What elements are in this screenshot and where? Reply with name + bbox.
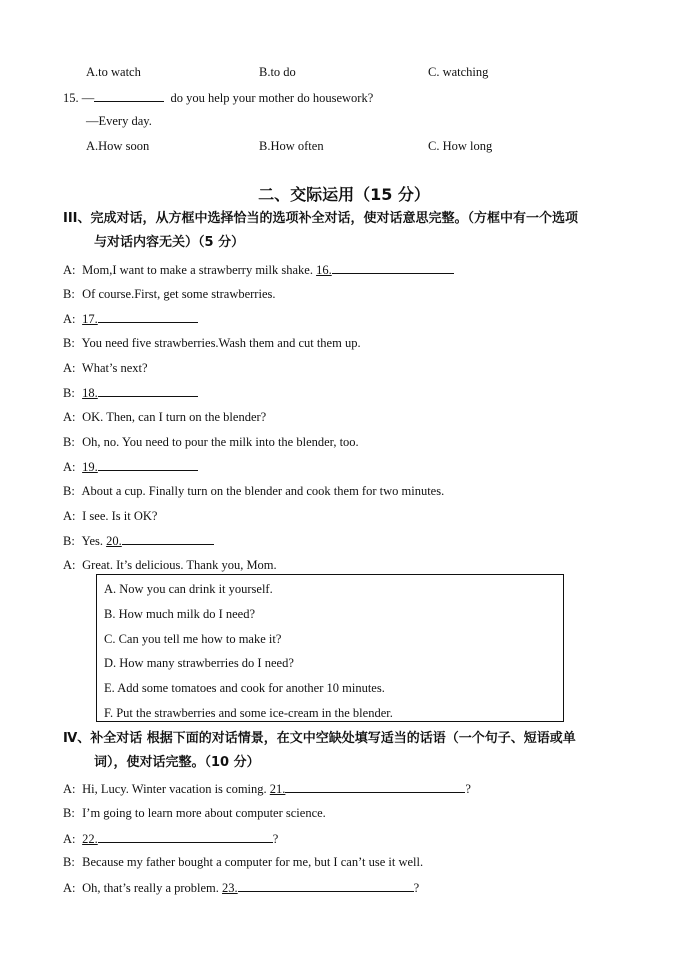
dialogue-text: About a cup. Finally turn on the blender and cook them for two minutes. [81,484,445,498]
q14-option-c: C. watching [428,65,489,79]
dialogue-line [63,557,277,573]
section-title: 二、交际运用（15 分） [258,185,430,204]
options-box [96,574,564,722]
dialogue-line [63,854,423,870]
speaker-label: A: [63,832,76,846]
blank-number: 16. [316,263,332,277]
answer-blank-18[interactable] [98,384,198,397]
q14-option-a: A.to watch [86,65,141,79]
option-a: A. Now you can drink it yourself. [104,582,273,596]
dialogue-text: Hi, Lucy. Winter vacation is coming. [82,782,270,796]
q15-option-b: B.How often [259,139,324,153]
dialogue-line [63,261,454,278]
dialogue-text: I’m going to learn more about computer science. [82,806,326,820]
answer-blank-17[interactable] [98,310,198,323]
dialogue-line [63,780,471,797]
dialogue-text: Of course.First, get some strawberries. [82,287,276,301]
dialogue-text: I see. Is it OK? [82,509,158,523]
speaker-label: B: [63,806,75,820]
speaker-label: B: [63,287,75,301]
speaker-label: B: [63,484,75,498]
answer-blank-19[interactable] [98,458,198,471]
end-mark: ? [272,832,279,846]
dialogue-line [63,310,198,327]
q15-answer: —Every day. [86,114,152,128]
speaker-label: A: [63,263,76,277]
blank-number: 17. [82,312,98,326]
speaker-label: A: [63,509,76,523]
dialogue-line [63,384,198,401]
dialogue-line [63,879,419,896]
answer-blank-23[interactable] [238,879,414,892]
blank-number: 23. [222,881,238,895]
end-mark: ? [413,881,420,895]
option-f: F. Put the strawberries and some ice-cream in the blender. [104,706,393,720]
dialogue-line [63,434,359,450]
option-e: E. Add some tomatoes and cook for another 10 minutes. [104,681,385,695]
speaker-label: A: [63,782,76,796]
q15-question [63,89,373,106]
speaker-label: B: [63,386,75,400]
speaker-label: A: [63,460,76,474]
part4-title-line2: 词），使对话完整。（10 分） [94,755,260,770]
q15-option-a: A.How soon [86,139,150,153]
blank-number: 22. [82,832,98,846]
dialogue-text: Great. It’s delicious. Thank you, Mom. [82,558,277,572]
dialogue-line [63,483,444,499]
dialogue-line [63,409,266,425]
end-mark: ? [465,782,471,796]
q15-number: 15. [63,91,79,105]
answer-blank-21[interactable] [285,780,465,793]
dialogue-line [63,532,214,549]
dialogue-text: You need five strawberries.Wash them and cut them up. [81,336,361,350]
blank-number: 20. [106,534,122,548]
option-d: D. How many strawberries do I need? [104,656,294,670]
speaker-label: A: [63,881,76,895]
blank-number: 19. [82,460,98,474]
dialogue-text: What’s next? [81,361,148,375]
answer-blank-22[interactable] [98,830,273,843]
q14-option-b: B.to do [259,65,296,79]
q15-text: do you help your mother do housework? [170,91,374,105]
dialogue-line [63,508,157,524]
dialogue-line [63,830,278,847]
answer-blank-20[interactable] [122,532,214,545]
part3-title-line1: III、完成对话，从方框中选择恰当的选项补全对话，使对话意思完整。（方框中有一个选项 [63,211,579,226]
dialogue-text: Mom,I want to make a strawberry milk shake. [82,263,317,277]
dialogue-text: Because my father bought a computer for me, but I can’t use it well. [82,855,424,869]
speaker-label: A: [63,410,76,424]
speaker-label: B: [63,855,75,869]
dialogue-text: Yes. [81,534,107,548]
option-c: C. Can you tell me how to make it? [104,632,282,646]
dialogue-text: OK. Then, can I turn on the blender? [82,410,267,424]
speaker-label: A: [63,361,76,375]
dialogue-line [63,286,275,302]
dialogue-line [63,805,326,821]
q15-dash: — [81,91,95,105]
blank-number: 21. [269,782,286,796]
option-b: B. How much milk do I need? [104,607,256,621]
q15-option-c: C. How long [428,139,493,153]
speaker-label: B: [63,336,75,350]
speaker-label: B: [63,435,75,449]
answer-blank-16[interactable] [332,261,454,274]
part4-title-line1: Ⅳ、补全对话 根据下面的对话情景，在文中空缺处填写适当的话语（一个句子、短语或单 [63,731,576,746]
dialogue-text: Oh, that’s really a problem. [82,881,223,895]
blank-number: 18. [82,386,98,400]
speaker-label: A: [63,558,76,572]
dialogue-text: Oh, no. You need to pour the milk into the blender, too. [82,435,359,449]
part3-title-line2: 与对话内容无关）（5 分） [94,235,245,250]
speaker-label: A: [63,312,76,326]
speaker-label: B: [63,534,75,548]
q15-blank[interactable] [94,89,164,102]
dialogue-line [63,360,148,376]
dialogue-line [63,335,361,351]
dialogue-line [63,458,198,475]
